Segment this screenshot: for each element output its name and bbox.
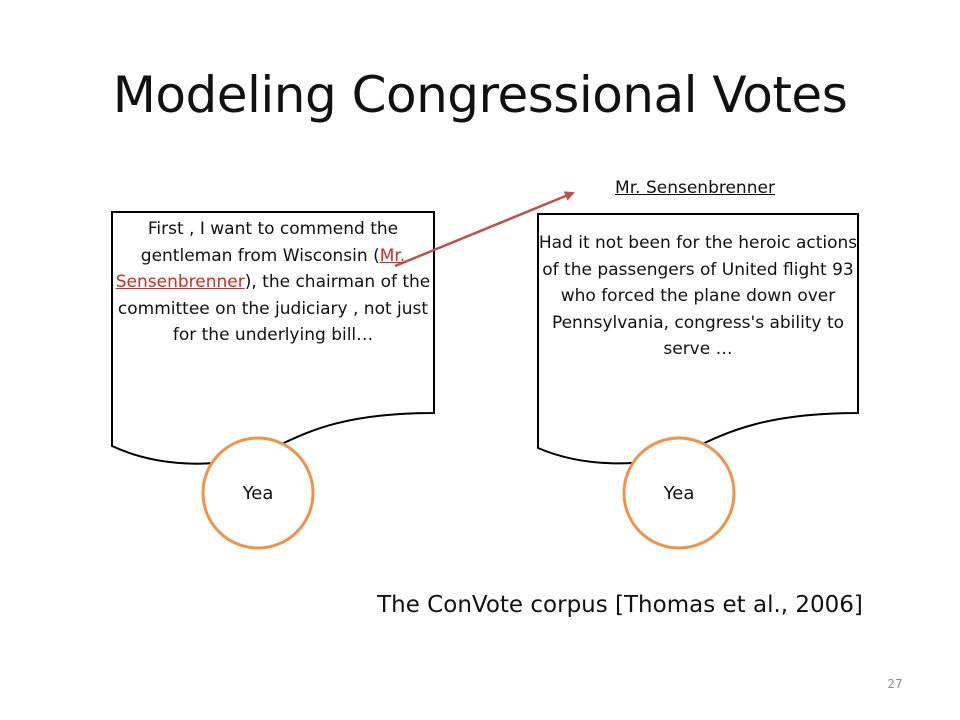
speaker-mention: Mr. Sensenbrenner bbox=[115, 245, 406, 292]
left-document-text-after: ), the chairman of the committee on the judiciary , not just for the underlying bill… bbox=[117, 272, 431, 345]
slide-title: Modeling Congressional Votes bbox=[112, 66, 848, 124]
page-number: 27 bbox=[887, 677, 903, 691]
right-document-speaker: Mr. Sensenbrenner bbox=[615, 178, 775, 198]
left-document-text bbox=[112, 216, 434, 349]
left-vote-label: Yea bbox=[242, 483, 274, 504]
right-vote-label: Yea bbox=[663, 483, 695, 504]
corpus-citation: The ConVote corpus [Thomas et al., 2006] bbox=[377, 592, 863, 618]
left-document-text-before: First , I want to commend the gentleman from Wisconsin ( bbox=[140, 219, 399, 266]
right-document-text: Had it not been for the heroic actions of the passengers of United flight 93 who forced the plane down over Pennsylvania, congress's ability to serve … bbox=[538, 233, 858, 359]
